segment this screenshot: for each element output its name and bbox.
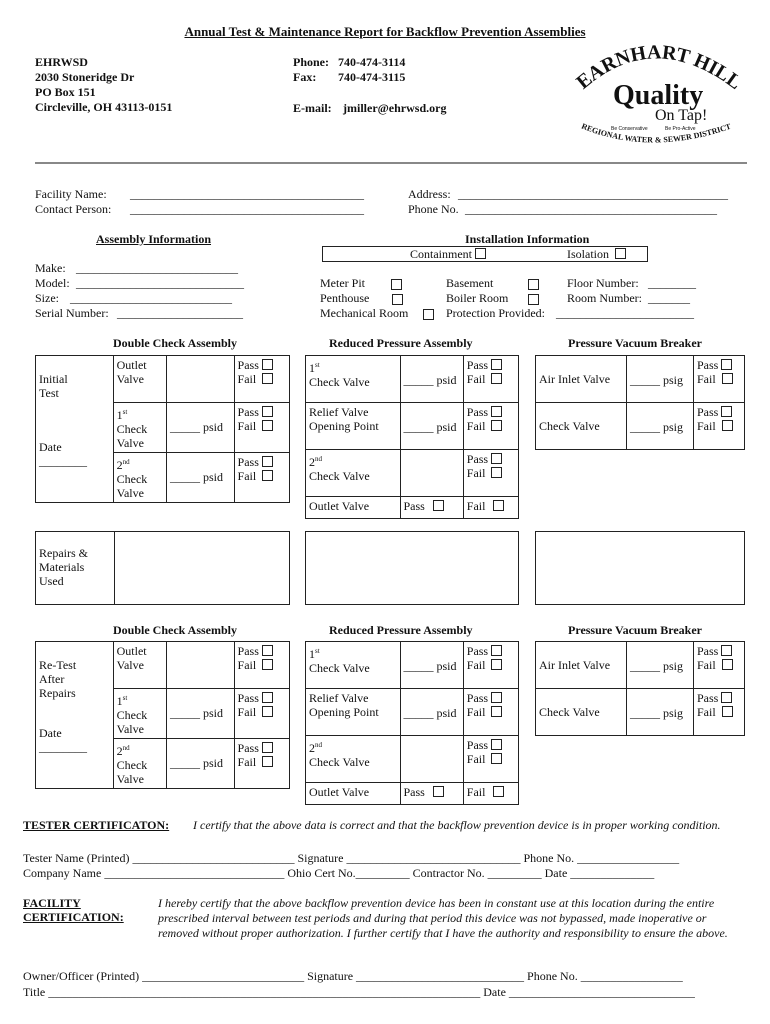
containment-label: Containment (410, 247, 472, 261)
pvb-check-psig[interactable]: _____ psig (627, 689, 694, 736)
rpa-retest-heading: Reduced Pressure Assembly (329, 623, 473, 637)
company-line[interactable]: Company Name ______________________________ Ohio Cert No._________ Contractor No. _________ Date ______________ (23, 866, 655, 880)
assembly-info-heading: Assembly Information (96, 232, 212, 246)
size-field[interactable]: ___________________________ (70, 291, 232, 305)
fail-label: Fail (466, 466, 486, 480)
rpa-relief-cell (306, 403, 401, 450)
rpa-check1-psid[interactable]: _____ psid (400, 642, 463, 689)
rpa-check1-passfail (463, 642, 518, 689)
rpa-retest-table (305, 641, 519, 805)
ordinal-suffix: st (122, 694, 128, 702)
email-value[interactable]: jmiller@ehrwsd.org (343, 101, 447, 115)
fail-label: Fail (697, 372, 716, 386)
initial-test-cell (36, 356, 114, 503)
dca-check2-cell (113, 453, 166, 503)
dca-check2-passfail (234, 453, 289, 503)
check-valve-label: Check Valve (116, 708, 148, 736)
pvb-air-inlet-cell: Air Inlet Valve (536, 642, 627, 689)
fail-checkbox[interactable] (722, 373, 733, 384)
dca-outlet-passfail (234, 642, 289, 689)
pvb-check-passfail (694, 403, 745, 450)
fail-checkbox[interactable] (491, 467, 502, 478)
fail-checkbox[interactable] (722, 659, 733, 670)
date-field[interactable]: ________ (39, 454, 87, 468)
title-date-line[interactable]: Title ________________________________________________________________________ Date _______________________________ (23, 985, 695, 999)
dca-check1-psid[interactable]: _____ psid (167, 689, 235, 739)
pass-label: Pass (237, 405, 259, 419)
rpa-check1-passfail (463, 356, 518, 403)
email-label: E-mail: (293, 101, 332, 115)
date-field[interactable]: ________ (39, 740, 87, 754)
fail-checkbox[interactable] (722, 706, 733, 717)
ordinal: 1 (116, 694, 123, 708)
model-label: Model: (35, 276, 70, 290)
header-divider (35, 162, 747, 164)
fail-label: Fail (237, 469, 257, 483)
dca-retest-heading: Double Check Assembly (113, 623, 238, 637)
rpa-check1-cell (306, 642, 401, 689)
relief-valve-label: Relief Valve Opening Point (309, 405, 379, 433)
room-label: Room Number: (567, 291, 642, 305)
facility-cert-statement: I hereby certify that the above backflow prevention device has been in constant use at this location during the entire prescribed interval between test periods and during that period this device was not bypassed, made inoperative or removed without proper authorization. I further certify that I have the authority and responsibility to ensure the above. (158, 896, 728, 940)
dca-outlet-passfail (234, 356, 289, 403)
dca-check2-cell (113, 739, 166, 789)
mech-room-checkbox[interactable] (423, 309, 434, 320)
dca-outlet-cell (113, 642, 166, 689)
rpa-outlet-cell: Outlet Valve (306, 497, 401, 519)
pass-checkbox[interactable] (721, 359, 732, 370)
mech-room-label: Mechanical Room (320, 306, 409, 320)
meter-pit-checkbox[interactable] (391, 279, 402, 290)
rpa-relief-passfail (463, 403, 518, 450)
pass-label: Pass (466, 691, 489, 705)
fail-label: Fail (466, 658, 486, 672)
penthouse-checkbox[interactable] (392, 294, 403, 305)
phone-label: Phone: (293, 55, 329, 69)
repairs-table (35, 531, 290, 605)
boiler-room-checkbox[interactable] (528, 294, 539, 305)
pvb-check-cell: Check Valve (536, 689, 627, 736)
dca-outlet-cell (113, 356, 166, 403)
rpa-check2-cell (306, 736, 401, 783)
pass-label: Pass (697, 358, 719, 372)
check-valve-label: Check Valve (309, 755, 370, 769)
ordinal: 2 (116, 458, 123, 472)
floor-label: Floor Number: (567, 276, 639, 290)
pass-label: Pass (403, 785, 425, 799)
fail-label: Fail (466, 705, 486, 719)
pass-label: Pass (697, 405, 719, 419)
dca-check2-passfail (234, 739, 289, 789)
rpa-relief-psid[interactable]: _____ psid (400, 689, 463, 736)
pass-checkbox[interactable] (262, 645, 273, 656)
pvb-initial-table (535, 355, 745, 450)
serial-field[interactable]: _____________________ (117, 306, 243, 320)
ordinal-suffix: nd (122, 744, 130, 752)
protection-label: Protection Provided: (446, 306, 545, 320)
address-label: Address: (408, 187, 451, 201)
fail-checkbox[interactable] (262, 756, 273, 767)
make-field[interactable]: ___________________________ (76, 261, 238, 275)
org-city: Circleville, OH 43113-0151 (35, 100, 173, 114)
pvb-check-cell: Check Valve (536, 403, 627, 450)
ordinal-suffix: nd (122, 458, 130, 466)
fail-label: Fail (466, 499, 486, 513)
pvb-retest-table (535, 641, 745, 736)
fail-label: Fail (697, 419, 716, 433)
facility-name-label: Facility Name: (35, 187, 107, 201)
fail-label: Fail (237, 705, 257, 719)
check-valve-label: Check Valve (309, 375, 370, 389)
boiler-room-label: Boiler Room (446, 291, 509, 305)
org-pobox: PO Box 151 (35, 85, 96, 99)
logo-ontap: On Tap! (655, 107, 708, 124)
pass-label: Pass (466, 452, 489, 466)
ordinal: 1 (309, 647, 315, 661)
rpa-outlet-fail (463, 783, 518, 805)
pvb-check-passfail (694, 689, 745, 736)
fail-checkbox[interactable] (262, 706, 273, 717)
retest-label: Re-Test After Repairs (39, 658, 77, 700)
pass-checkbox[interactable] (262, 406, 273, 417)
fail-checkbox[interactable] (491, 753, 502, 764)
rpa-check2-passfail (463, 450, 518, 497)
phone-value: 740-474-3114 (338, 55, 406, 69)
rpa-heading: Reduced Pressure Assembly (329, 336, 473, 350)
facility-phone-field[interactable]: __________________________________________ (465, 202, 717, 216)
fail-checkbox[interactable] (491, 420, 502, 431)
serial-label: Serial Number: (35, 306, 109, 320)
protection-field[interactable]: _______________________ (556, 306, 694, 320)
svg-text:REGIONAL WATER & SEWER DISTRIC (580, 122, 733, 145)
rpa-check2-cell (306, 450, 401, 497)
rpa-outlet-cell: Outlet Valve (306, 783, 401, 805)
fax-label: Fax: (293, 70, 317, 84)
logo-conserve: Be Conservative (611, 126, 648, 132)
pvb-air-inlet-passfail (694, 642, 745, 689)
logo-proactive: Be Pro-Active (665, 126, 696, 132)
pvb-air-inlet-cell: Air Inlet Valve (536, 356, 627, 403)
outlet-valve-label: Outlet Valve (116, 644, 147, 672)
pass-label: Pass (697, 691, 719, 705)
fail-checkbox[interactable] (491, 659, 502, 670)
isolation-option[interactable] (567, 247, 626, 261)
contact-person-label: Contact Person: (35, 202, 112, 216)
pass-label: Pass (466, 644, 489, 658)
ordinal: 2 (116, 744, 123, 758)
check-valve-label: Check Valve (309, 469, 370, 483)
logo-text-top: EARNHART HIL (573, 41, 734, 94)
pass-label: Pass (237, 358, 259, 372)
pvb-air-inlet-passfail (694, 356, 745, 403)
check-valve-label: Check Valve (116, 422, 148, 450)
fail-label: Fail (466, 785, 486, 799)
facility-name-field[interactable]: _______________________________________ (130, 187, 364, 201)
fail-checkbox[interactable] (722, 420, 733, 431)
rpa-outlet-pass (400, 783, 463, 805)
basement-checkbox[interactable] (528, 279, 539, 290)
pass-checkbox[interactable] (491, 645, 502, 656)
rpa-check1-cell (306, 356, 401, 403)
fail-checkbox[interactable] (262, 373, 273, 384)
address-field[interactable]: _____________________________________________ (458, 187, 728, 201)
containment-checkbox[interactable] (475, 248, 486, 259)
pass-checkbox[interactable] (721, 692, 732, 703)
check-valve-label: Check Valve (116, 758, 148, 786)
pass-checkbox[interactable] (491, 739, 502, 750)
pass-checkbox[interactable] (491, 692, 502, 703)
pass-label: Pass (237, 455, 259, 469)
fail-checkbox[interactable] (262, 420, 273, 431)
pass-label: Pass (237, 691, 259, 705)
org-street: 2030 Stoneridge Dr (35, 70, 135, 84)
ordinal: 2 (309, 455, 315, 469)
isolation-label: Isolation (567, 247, 609, 261)
fail-label: Fail (697, 705, 716, 719)
ordinal-suffix: st (315, 647, 320, 655)
pass-checkbox[interactable] (262, 692, 273, 703)
retest-cell (36, 642, 114, 789)
pass-checkbox[interactable] (491, 406, 502, 417)
dca-retest-table (35, 641, 290, 789)
pass-checkbox[interactable] (433, 786, 444, 797)
dca-initial-table (35, 355, 290, 503)
ordinal-suffix: nd (315, 741, 322, 749)
pvb-retest-heading: Pressure Vacuum Breaker (568, 623, 702, 637)
ordinal: 1 (309, 361, 315, 375)
pass-label: Pass (237, 644, 259, 658)
date-label: Date (39, 726, 62, 740)
dca-repairs-field[interactable] (115, 532, 290, 605)
facility-phone-label: Phone No. (408, 202, 459, 216)
check-valve-label: Check Valve (116, 472, 148, 500)
pvb-heading: Pressure Vacuum Breaker (568, 336, 702, 350)
pass-checkbox[interactable] (491, 359, 502, 370)
initial-test-label: Initial Test (39, 372, 68, 400)
fail-label: Fail (237, 658, 257, 672)
pass-checkbox[interactable] (721, 406, 732, 417)
rpa-relief-cell (306, 689, 401, 736)
rpa-check1-psid[interactable]: _____ psid (400, 356, 463, 403)
pvb-check-psig[interactable]: _____ psig (627, 403, 694, 450)
fail-label: Fail (466, 372, 486, 386)
logo-text-bottom: REGIONAL WATER & SEWER DISTRICT (580, 121, 733, 145)
dca-heading: Double Check Assembly (113, 336, 238, 350)
pass-label: Pass (697, 644, 719, 658)
rpa-outlet-pass (400, 497, 463, 519)
pass-checkbox[interactable] (262, 456, 273, 467)
fail-label: Fail (237, 372, 257, 386)
org-name: EHRWSD (35, 55, 88, 69)
pass-checkbox[interactable] (262, 359, 273, 370)
pass-checkbox[interactable] (721, 645, 732, 656)
pvb-repairs-field[interactable] (535, 531, 745, 605)
ordinal-suffix: st (122, 408, 128, 416)
fail-checkbox[interactable] (493, 500, 504, 511)
make-label: Make: (35, 261, 66, 275)
pass-label: Pass (466, 738, 489, 752)
penthouse-label: Penthouse (320, 291, 370, 305)
fail-label: Fail (466, 419, 486, 433)
dca-check1-passfail (234, 403, 289, 453)
rpa-initial-table (305, 355, 519, 519)
rpa-outlet-fail (463, 497, 518, 519)
contact-person-field[interactable]: _______________________________________ (130, 202, 364, 216)
facility-cert-heading-2: CERTIFICATION: (23, 910, 124, 924)
fail-checkbox[interactable] (262, 659, 273, 670)
tester-cert-statement: I certify that the above data is correct and that the backflow prevention device is in proper working condition. (193, 818, 721, 832)
dca-outlet-reading[interactable] (167, 356, 235, 403)
ordinal-suffix: nd (315, 455, 322, 463)
rpa-check2-passfail (463, 736, 518, 783)
size-label: Size: (35, 291, 59, 305)
pass-checkbox[interactable] (491, 453, 502, 464)
tester-cert-heading: TESTER CERTIFICATON: (23, 818, 170, 832)
room-field[interactable]: _______ (648, 291, 690, 305)
pass-label: Pass (466, 405, 489, 419)
basement-label: Basement (446, 276, 494, 290)
facility-cert-heading-1: FACILITY (23, 896, 81, 910)
ordinal: 1 (116, 408, 123, 422)
pass-label: Pass (466, 358, 489, 372)
fax-value: 740-474-3115 (338, 70, 406, 84)
dca-check2-psid[interactable]: _____ psid (167, 739, 235, 789)
fail-checkbox[interactable] (491, 706, 502, 717)
dca-check1-psid[interactable]: _____ psid (167, 403, 235, 453)
relief-valve-label: Relief Valve Opening Point (309, 691, 379, 719)
fail-label: Fail (466, 752, 486, 766)
install-info-heading: Installation Information (465, 232, 590, 246)
pvb-air-inlet-psig[interactable]: _____ psig (627, 356, 694, 403)
rpa-check2-blank (400, 450, 463, 497)
tester-name-line[interactable]: Tester Name (Printed) ___________________________ Signature _____________________________ Phone No. _________________ (23, 851, 680, 865)
ordinal-suffix: st (315, 361, 320, 369)
fail-checkbox[interactable] (491, 373, 502, 384)
pass-checkbox[interactable] (433, 500, 444, 511)
fail-label: Fail (237, 419, 257, 433)
dca-check1-passfail (234, 689, 289, 739)
district-logo (573, 38, 743, 158)
pass-checkbox[interactable] (262, 742, 273, 753)
check-valve-label: Check Valve (309, 661, 370, 675)
rpa-check2-blank (400, 736, 463, 783)
repairs-label-cell (36, 532, 115, 605)
rpa-relief-passfail (463, 689, 518, 736)
page-title: Annual Test & Maintenance Report for Backflow Prevention Assemblies (184, 24, 586, 39)
fail-label: Fail (697, 658, 716, 672)
outlet-valve-label: Outlet Valve (116, 358, 147, 386)
model-field[interactable]: ____________________________ (76, 276, 244, 290)
dca-outlet-reading[interactable] (167, 642, 235, 689)
dca-check1-cell (113, 403, 166, 453)
floor-field[interactable]: ________ (648, 276, 696, 290)
logo-quality: Quality (613, 80, 704, 111)
fail-label: Fail (237, 755, 257, 769)
dca-check2-psid[interactable]: _____ psid (167, 453, 235, 503)
isolation-checkbox[interactable] (615, 248, 626, 259)
containment-option[interactable] (410, 247, 486, 261)
dca-check1-cell (113, 689, 166, 739)
rpa-repairs-field[interactable] (305, 531, 519, 605)
ordinal: 2 (309, 741, 315, 755)
fail-checkbox[interactable] (262, 470, 273, 481)
date-label: Date (39, 440, 62, 454)
repairs-label: Repairs & Materials Used (39, 546, 88, 588)
pass-label: Pass (403, 499, 425, 513)
pass-label: Pass (237, 741, 259, 755)
owner-line[interactable]: Owner/Officer (Printed) ___________________________ Signature ____________________________ Phone No. _________________ (23, 969, 683, 983)
fail-checkbox[interactable] (493, 786, 504, 797)
rpa-relief-psid[interactable]: _____ psid (400, 403, 463, 450)
pvb-air-inlet-psig[interactable]: _____ psig (627, 642, 694, 689)
meter-pit-label: Meter Pit (320, 276, 365, 290)
